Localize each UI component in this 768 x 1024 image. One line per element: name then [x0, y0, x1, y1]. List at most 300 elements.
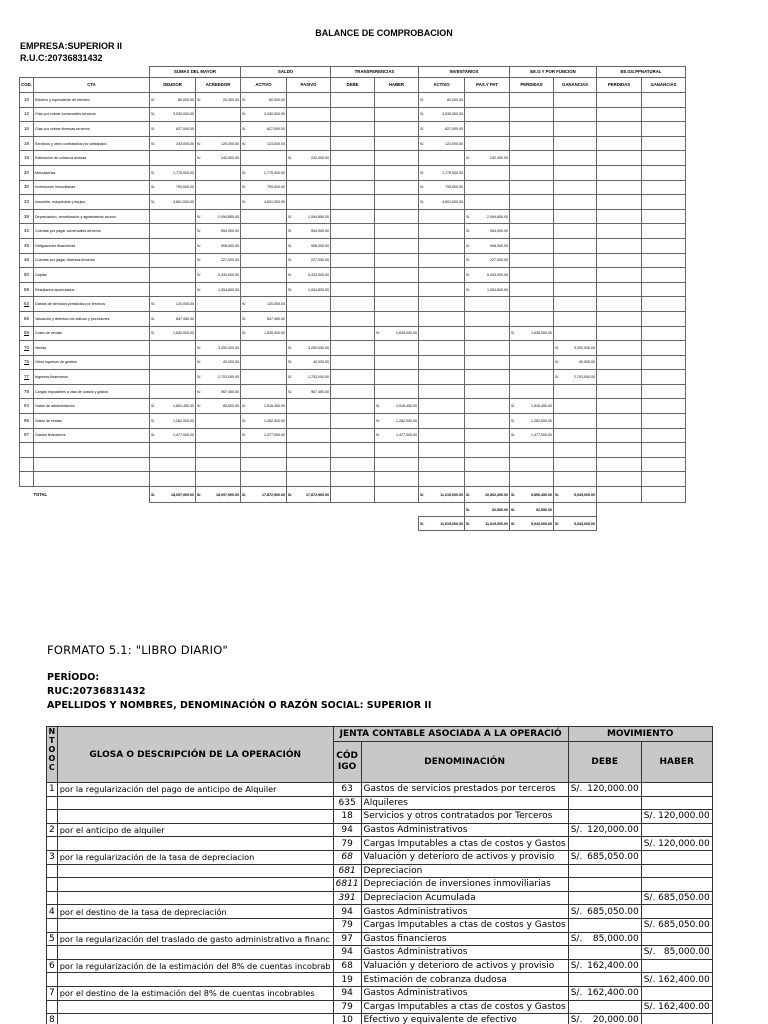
account-denomination: Cargas Imputables a ctas de costos y Gastos [361, 918, 568, 932]
debe-cell [568, 959, 641, 973]
currency-symbol: S/. [197, 404, 202, 409]
currency-symbol: S/. [151, 302, 156, 307]
currency-symbol: S/. [242, 170, 247, 175]
header-debe: DEBE [568, 742, 641, 783]
amount: 60,000.00 [269, 97, 285, 102]
currency-symbol: S/. [420, 521, 425, 526]
balance-subheader: CTA [34, 78, 150, 93]
currency-symbol: S/. [570, 961, 583, 972]
debe-cell [568, 986, 641, 1000]
account-denomination: Valuación y deterioro de activos y provisio [361, 850, 568, 864]
balance-amount-cell [375, 165, 419, 180]
balance-subheader: COD. [20, 78, 34, 93]
balance-amount-cell [597, 180, 642, 195]
balance-account-name: Estimación de cobanza dudosa [34, 151, 150, 166]
balance-amount-cell [150, 268, 196, 283]
debe-cell [568, 918, 641, 932]
balance-code [20, 224, 34, 239]
balance-amount-cell [465, 297, 510, 312]
balance-code-text: 12 [24, 111, 29, 117]
debe-amount: 162,400.00 [587, 961, 639, 972]
amount: 1,516,450.00 [531, 404, 552, 409]
balance-amount-cell [287, 151, 331, 166]
header-correlativo: N T O O C [47, 727, 58, 783]
amount: 4,601,000.00 [173, 199, 194, 204]
entry-glosa [57, 837, 333, 851]
debe-amount: 685,050.00 [587, 906, 639, 917]
balance-account-name: Gasto de administración [34, 399, 150, 414]
amount: 3,200,000.00 [308, 345, 329, 350]
debe-amount: 85,000.00 [592, 933, 639, 944]
amount: 967,450.00 [311, 389, 329, 394]
libro-periodo: PERÍODO: [47, 672, 100, 683]
currency-symbol: S/. [197, 360, 202, 365]
account-code: 6811 [333, 878, 361, 892]
balance-table [19, 66, 686, 531]
balance-account-name: Cargas imputables a ctas de costos y gastos [34, 384, 150, 399]
diario-row [47, 783, 713, 797]
balance-amount-cell [419, 311, 465, 326]
haber-cell [641, 959, 712, 973]
balance-code [20, 195, 34, 210]
currency-symbol: S/. [151, 433, 156, 438]
amount: 85,000.00 [223, 404, 239, 409]
balance-amount-cell [510, 151, 554, 166]
balance-amount-cell [597, 224, 642, 239]
balance-amount-cell [510, 238, 554, 253]
amount: 17,872,900.00 [306, 492, 329, 497]
balance-amount-cell [150, 151, 196, 166]
balance-amount-cell [150, 209, 196, 224]
balance-amount-cell [196, 122, 241, 137]
entry-number [47, 810, 58, 824]
currency-symbol: S/. [242, 492, 247, 497]
balance-amount-cell [597, 341, 642, 356]
total-cell [375, 487, 419, 503]
balance-amount-cell [510, 428, 554, 443]
balance-group-header: EE.G Y POR FUNCION [510, 67, 597, 78]
balance-code [20, 370, 34, 385]
account-denomination: Valuación y deterioro de activos y provisio [361, 959, 568, 973]
currency-symbol: S/. [420, 170, 425, 175]
balance-amount-cell [419, 297, 465, 312]
currency-symbol: S/. [570, 852, 583, 863]
amount: 40,000.00 [579, 360, 595, 365]
account-code: 94 [333, 905, 361, 919]
amount: 2,094,850.00 [218, 214, 239, 219]
balance-code-text: 19 [24, 155, 29, 161]
header-movimiento: MOVIMIENTO [568, 727, 712, 742]
haber-cell [641, 905, 712, 919]
account-code: 94 [333, 946, 361, 960]
balance-amount-cell [419, 399, 465, 414]
libro-razon-social: APELLIDOS Y NOMBRES, DENOMINACIÓN O RAZÓN SOCIAL: SUPERIOR II [47, 700, 432, 711]
balance-subheader: DEBE [331, 78, 375, 93]
balance-amount-cell [241, 151, 287, 166]
debe-amount: 120,000.00 [587, 784, 639, 795]
entry-glosa [57, 946, 333, 960]
balance-amount-cell [554, 268, 597, 283]
balance-amount-cell [375, 93, 419, 108]
debe-cell [568, 783, 641, 797]
balance-code [20, 384, 34, 399]
currency-symbol: S/. [151, 170, 156, 175]
balance-row [20, 93, 686, 108]
amount: 3,030,000.00 [264, 112, 285, 117]
currency-symbol: S/. [466, 521, 471, 526]
haber-cell [641, 864, 712, 878]
currency-symbol: S/. [466, 156, 471, 161]
balance-amount-cell [642, 297, 686, 312]
balance-amount-cell [597, 428, 642, 443]
debe-amount: 20,000.00 [592, 1015, 639, 1024]
balance-amount-cell [465, 151, 510, 166]
currency-symbol: S/. [242, 199, 247, 204]
balance-amount-cell [150, 195, 196, 210]
diario-row [47, 973, 713, 987]
balance-amount-cell [375, 414, 419, 429]
balance-code-text: 33 [24, 198, 29, 204]
balance-amount-cell [331, 399, 375, 414]
balance-row [20, 297, 686, 312]
balance-row [20, 370, 686, 385]
entry-number: 7 [47, 986, 58, 1000]
account-code: 94 [333, 986, 361, 1000]
entry-glosa: por la regularización del traslado de gasto administrativo a financ [57, 932, 333, 946]
currency-symbol: S/. [242, 302, 247, 307]
balance-amount-cell [241, 326, 287, 341]
balance-amount-cell [241, 341, 287, 356]
amount: 954,000.00 [311, 229, 329, 234]
balance-account-name: Gasto de ventas [34, 414, 150, 429]
balance-code [20, 311, 34, 326]
account-code: 18 [333, 810, 361, 824]
currency-symbol: S/. [151, 97, 156, 102]
balance-row [20, 341, 686, 356]
balance-subheader: PERDIDAS [510, 78, 554, 93]
balance-amount-cell [510, 311, 554, 326]
balance-code [20, 136, 34, 151]
diario-row [47, 1014, 713, 1024]
balance-amount-cell [642, 311, 686, 326]
balance-amount-cell [375, 238, 419, 253]
balance-row [20, 282, 686, 297]
balance-amount-cell [375, 180, 419, 195]
amount: 242,400.00 [311, 156, 329, 161]
diario-row [47, 918, 713, 932]
balance-amount-cell [642, 107, 686, 122]
balance-amount-cell [241, 122, 287, 137]
haber-amount: 685,050.00 [658, 920, 710, 931]
balance-amount-cell [150, 311, 196, 326]
balance-amount-cell [642, 399, 686, 414]
balance-account-name: Ctas por cobrar comerciales-terceros [34, 107, 150, 122]
balance-amount-cell [375, 297, 419, 312]
currency-symbol: S/. [288, 214, 293, 219]
balance-amount-cell [287, 253, 331, 268]
haber-cell [641, 1000, 712, 1014]
account-denomination: Estimación de cobranza dudosa [361, 973, 568, 987]
balance-amount-cell [241, 238, 287, 253]
balance-code-text: 69 [24, 330, 29, 336]
amount: 3,030,000.00 [173, 112, 194, 117]
balance-amount-cell [331, 297, 375, 312]
balance-amount-cell [331, 107, 375, 122]
balance-amount-cell [196, 311, 241, 326]
balance-amount-cell [241, 195, 287, 210]
balance-subheader: PASIVO [287, 78, 331, 93]
currency-symbol: S/. [555, 360, 560, 365]
currency-symbol: S/. [511, 404, 516, 409]
balance-amount-cell [465, 414, 510, 429]
currency-symbol: S/. [570, 1015, 583, 1024]
balance-amount-cell [196, 428, 241, 443]
balance-row [20, 180, 686, 195]
balance-subheader: ACTIVO [419, 78, 465, 93]
balance-amount-cell [241, 297, 287, 312]
balance-amount-cell [241, 224, 287, 239]
amount: 5,890,450.00 [531, 492, 552, 497]
balance-amount-cell [196, 238, 241, 253]
balance-amount-cell [554, 151, 597, 166]
balance-amount-cell [465, 428, 510, 443]
balance-amount-cell [196, 297, 241, 312]
balance-code [20, 107, 34, 122]
amount: 120,000.00 [221, 141, 239, 146]
diario-row [47, 878, 713, 892]
balance-amount-cell [554, 195, 597, 210]
amount: 5,433,000.00 [308, 272, 329, 277]
amount: 5,433,000.00 [218, 272, 239, 277]
haber-cell [641, 1014, 712, 1024]
balance-amount-cell [287, 384, 331, 399]
currency-symbol: S/. [376, 331, 381, 336]
balance-account-name: Inversiones inmoviliarias [34, 180, 150, 195]
balance-amount-cell [287, 268, 331, 283]
balance-amount-cell [196, 326, 241, 341]
balance-amount-cell [597, 355, 642, 370]
account-code: 94 [333, 823, 361, 837]
balance-amount-cell [196, 370, 241, 385]
balance-account-name: Capital [34, 268, 150, 283]
entry-glosa [57, 918, 333, 932]
currency-symbol: S/. [570, 988, 583, 999]
currency-symbol: S/. [555, 521, 560, 526]
balance-amount-cell [196, 253, 241, 268]
balance-row [20, 253, 686, 268]
haber-cell [641, 837, 712, 851]
entry-number [47, 796, 58, 810]
summary-cell [510, 517, 554, 531]
balance-subheader: PERDIDAS [597, 78, 642, 93]
haber-cell [641, 918, 712, 932]
currency-symbol: S/. [288, 229, 293, 234]
balance-amount-cell [465, 238, 510, 253]
balance-code [20, 355, 34, 370]
currency-symbol: S/. [288, 156, 293, 161]
currency-symbol: S/. [643, 893, 656, 904]
amount: 1,262,000.00 [531, 418, 552, 423]
amount: 967,450.00 [221, 389, 239, 394]
balance-amount-cell [375, 355, 419, 370]
balance-amount-cell [287, 355, 331, 370]
balance-amount-cell [150, 326, 196, 341]
balance-amount-cell [419, 224, 465, 239]
balance-amount-cell [419, 107, 465, 122]
balance-amount-cell [510, 370, 554, 385]
currency-symbol: S/. [242, 141, 247, 146]
balance-amount-cell [375, 122, 419, 137]
balance-amount-cell [375, 107, 419, 122]
amount: 5,943,000.00 [574, 492, 595, 497]
balance-amount-cell [287, 341, 331, 356]
currency-symbol: S/. [376, 404, 381, 409]
balance-amount-cell [554, 282, 597, 297]
balance-amount-cell [287, 165, 331, 180]
balance-amount-cell [150, 428, 196, 443]
total-cell [554, 487, 597, 503]
balance-account-name: Cuentas por pagar comerciales-terceros [34, 224, 150, 239]
balance-amount-cell [419, 326, 465, 341]
total-cell [642, 487, 686, 503]
entry-number: 5 [47, 932, 58, 946]
account-denomination: Depreciación de inversiones inmoviliarias [361, 878, 568, 892]
debe-cell [568, 796, 641, 810]
amount: 5,943,000.00 [531, 521, 552, 526]
balance-amount-cell [597, 384, 642, 399]
currency-symbol: S/. [197, 375, 202, 380]
account-denomination: Gastos financieros [361, 932, 568, 946]
currency-symbol: S/. [242, 112, 247, 117]
balance-amount-cell [465, 122, 510, 137]
amount: 847,450.00 [267, 316, 285, 321]
balance-account-name: Depreciación, amortización y agotamiento acumu [34, 209, 150, 224]
amount: 1,054,800.00 [308, 287, 329, 292]
amount: 3,030,000.00 [442, 112, 463, 117]
balance-amount-cell [510, 399, 554, 414]
balance-amount-cell [419, 370, 465, 385]
balance-code-text: 94 [24, 403, 29, 409]
balance-header-groups [20, 67, 686, 78]
balance-amount-cell [554, 428, 597, 443]
balance-amount-cell [375, 384, 419, 399]
currency-symbol: S/. [197, 272, 202, 277]
balance-row [20, 195, 686, 210]
balance-amount-cell [241, 384, 287, 399]
balance-amount-cell [196, 151, 241, 166]
entry-glosa: por el destino de la tasa de depreciación [57, 905, 333, 919]
currency-symbol: S/. [466, 287, 471, 292]
balance-row [20, 238, 686, 253]
balance-account-name: Otros ingresos de gestión [34, 355, 150, 370]
account-code: 19 [333, 973, 361, 987]
balance-account-name: Mercaderias [34, 165, 150, 180]
balance-amount-cell [241, 180, 287, 195]
currency-symbol: S/. [197, 141, 202, 146]
account-denomination: Cargas Imputables a ctas de costos y Gastos [361, 1000, 568, 1014]
balance-amount-cell [196, 414, 241, 429]
balance-amount-cell [196, 224, 241, 239]
balance-blank-row [20, 472, 686, 487]
currency-symbol: S/. [242, 418, 247, 423]
currency-symbol: S/. [197, 345, 202, 350]
balance-code-text: 95 [24, 417, 29, 423]
balance-amount-cell [510, 209, 554, 224]
balance-amount-cell [465, 224, 510, 239]
balance-amount-cell [554, 297, 597, 312]
balance-amount-cell [375, 399, 419, 414]
balance-code-text: 68 [24, 315, 29, 321]
currency-symbol: S/. [197, 492, 202, 497]
balance-code [20, 180, 34, 195]
balance-amount-cell [554, 136, 597, 151]
balance-amount-cell [241, 107, 287, 122]
header-haber: HABER [641, 742, 712, 783]
amount: 2,703,000.00 [308, 375, 329, 380]
entry-glosa: por el anticipo de alquiler [57, 823, 333, 837]
diario-row [47, 810, 713, 824]
haber-cell [641, 986, 712, 1000]
entry-glosa [57, 864, 333, 878]
balance-amount-cell [150, 414, 196, 429]
currency-symbol: S/. [288, 258, 293, 263]
haber-amount: 85,000.00 [663, 947, 710, 958]
currency-symbol: S/. [555, 345, 560, 350]
balance-amount-cell [419, 428, 465, 443]
debe-cell [568, 878, 641, 892]
balance-blank-row [20, 457, 686, 472]
diario-row [47, 986, 713, 1000]
balance-subheader: ACREEDOR [196, 78, 241, 93]
balance-amount-cell [642, 370, 686, 385]
diario-row [47, 905, 713, 919]
account-denomination: Depreciacion [361, 864, 568, 878]
total-cell [597, 487, 642, 503]
balance-amount-cell [465, 107, 510, 122]
amount: 20,000.00 [223, 97, 239, 102]
balance-amount-cell [419, 414, 465, 429]
currency-symbol: S/. [555, 492, 560, 497]
balance-code [20, 399, 34, 414]
balance-amount-cell [465, 355, 510, 370]
balance-row [20, 107, 686, 122]
balance-code-text: 75 [24, 359, 29, 365]
account-code: 68 [333, 959, 361, 973]
balance-amount-cell [642, 326, 686, 341]
balance-amount-cell [554, 180, 597, 195]
balance-amount-cell [419, 136, 465, 151]
amount: 18,097,900.00 [216, 492, 239, 497]
balance-amount-cell [419, 268, 465, 283]
amount: 227,000.00 [311, 258, 329, 263]
libro-diario-table [46, 726, 713, 1024]
balance-account-name: Efectivo y equivalente de efectivo [34, 93, 150, 108]
amount: 2,094,850.00 [308, 214, 329, 219]
balance-code-text: 63 [24, 301, 29, 307]
balance-amount-cell [331, 209, 375, 224]
entry-glosa: por la regularización de la estimación del 8% de cuentas incobrab [57, 959, 333, 973]
balance-amount-cell [510, 195, 554, 210]
entry-number: 6 [47, 959, 58, 973]
balance-amount-cell [597, 93, 642, 108]
currency-symbol: S/. [242, 316, 247, 321]
balance-amount-cell [419, 355, 465, 370]
balance-code-text: 46 [24, 257, 29, 263]
balance-amount-cell [554, 355, 597, 370]
amount: 1,054,800.00 [487, 287, 508, 292]
balance-amount-cell [597, 370, 642, 385]
currency-symbol: S/. [288, 272, 293, 277]
